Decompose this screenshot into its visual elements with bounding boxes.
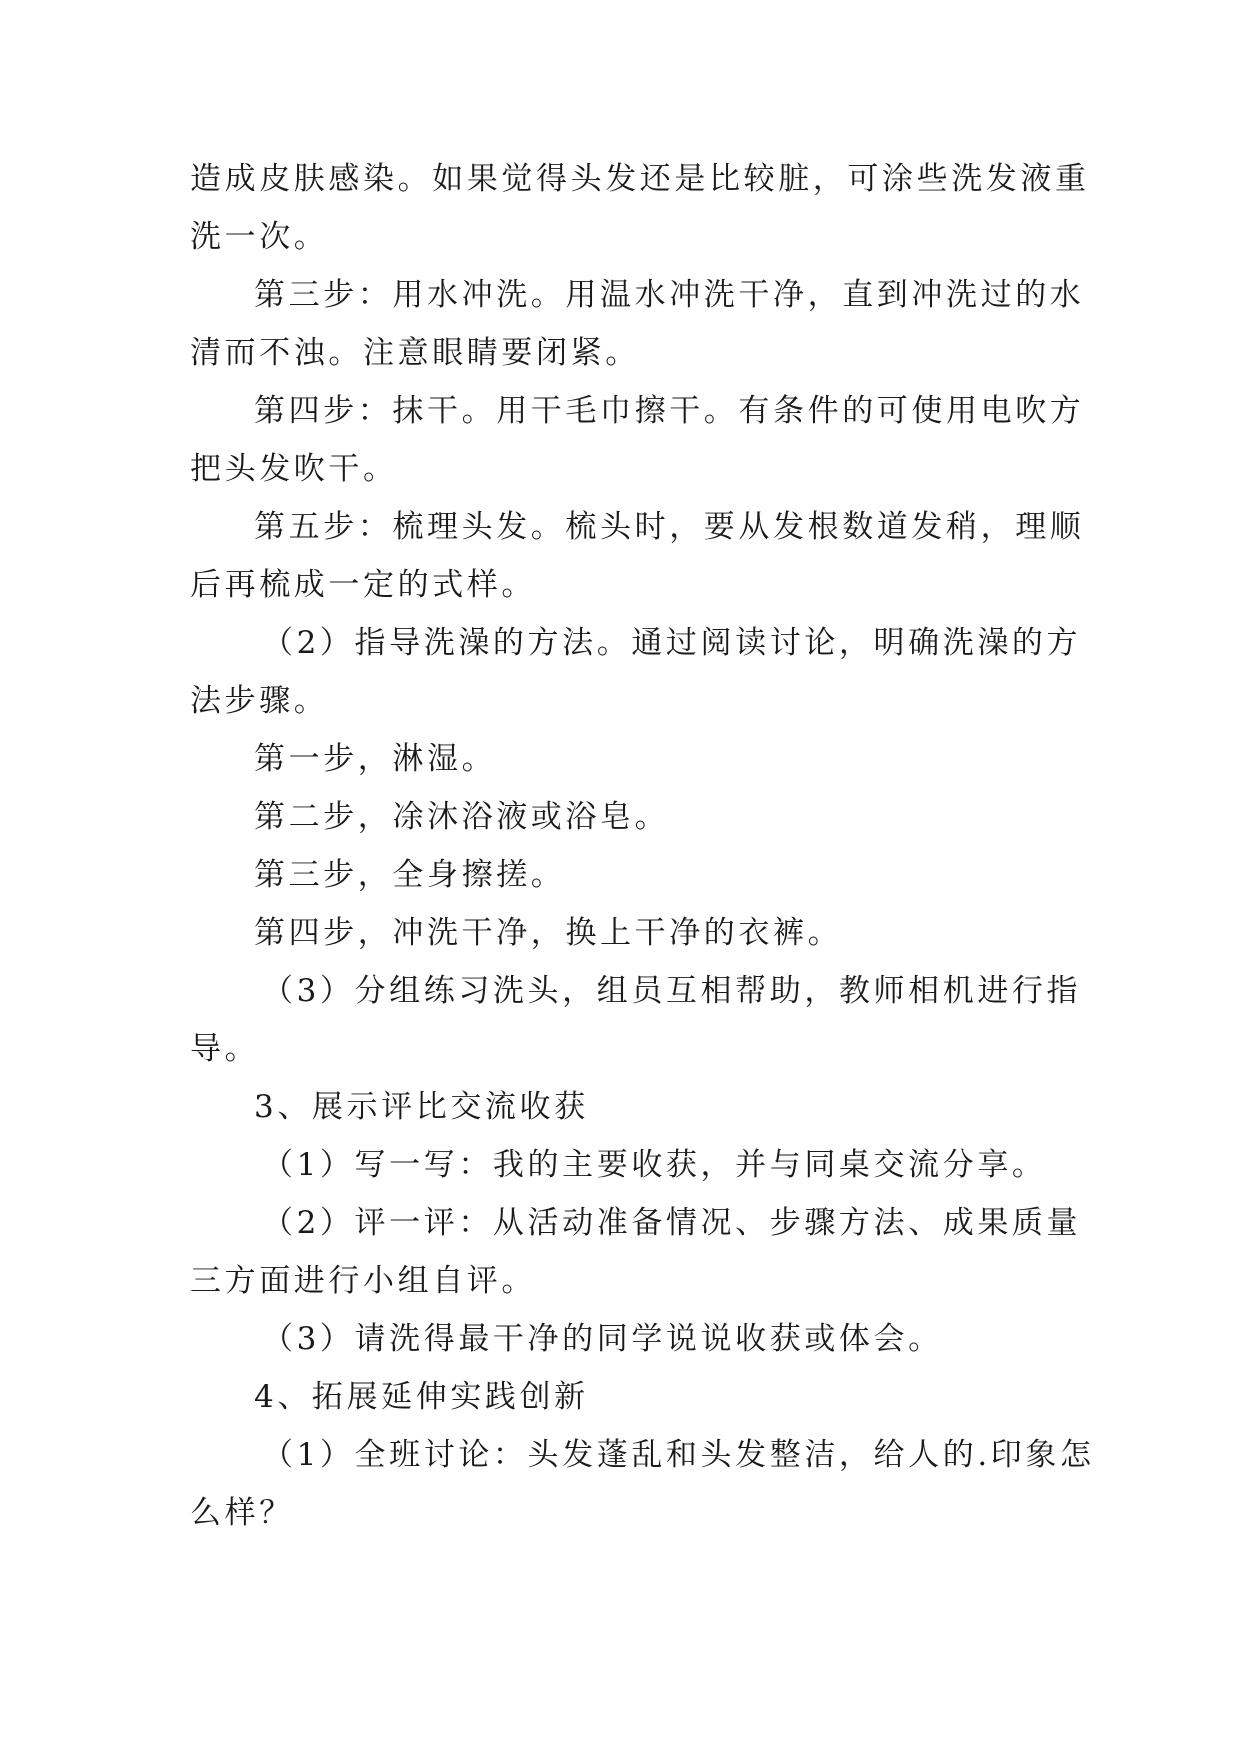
text-line: 法步骤。	[190, 683, 329, 719]
text-line: （2）评一评：从活动准备情况、步骤方法、成果质量	[262, 1205, 1082, 1241]
text-line: 后再梳成一定的式样。	[190, 567, 536, 603]
text-line: 造成皮肤感染。如果觉得头发还是比较脏，可涂些洗发液重	[190, 161, 1090, 197]
text-line: （2）指导洗澡的方法。通过阅读讨论，明确洗澡的方	[262, 625, 1082, 661]
text-line: （3）请洗得最干净的同学说说收获或体会。	[262, 1321, 943, 1357]
text-line: 第四步：抹干。用干毛巾擦干。有条件的可使用电吹方	[254, 393, 1085, 429]
text-line: 第四步，冲洗干净，换上干净的衣裤。	[254, 915, 843, 951]
text-line: 三方面进行小组自评。	[190, 1263, 536, 1299]
text-line: 第三步：用水冲洗。用温水冲洗干净，直到冲洗过的水	[254, 277, 1085, 313]
text-line: 洗一次。	[190, 219, 329, 255]
text-line: 第三步，全身擦搓。	[254, 857, 566, 893]
text-line: 导。	[190, 1031, 260, 1067]
section-heading: 4、拓展延伸实践创新	[254, 1379, 589, 1415]
text-line: 清而不浊。注意眼睛要闭紧。	[190, 335, 640, 371]
text-line: （1）写一写：我的主要收获，并与同桌交流分享。	[262, 1147, 1047, 1183]
text-line: 么样？	[190, 1495, 294, 1531]
text-line: 第一步，淋湿。	[254, 741, 497, 777]
text-line: 第二步，凃沐浴液或浴皂。	[254, 799, 670, 835]
text-line: 第五步：梳理头发。梳头时，要从发根数道发稍，理顺	[254, 509, 1085, 545]
text-line: 把头发吹干。	[190, 451, 398, 487]
text-line: （3）分组练习洗头，组员互相帮助，教师相机进行指	[262, 973, 1082, 1009]
section-heading: 3、展示评比交流收获	[254, 1089, 589, 1125]
text-line: （1）全班讨论：头发蓬乱和头发整洁，给人的.印象怎	[262, 1437, 1095, 1473]
